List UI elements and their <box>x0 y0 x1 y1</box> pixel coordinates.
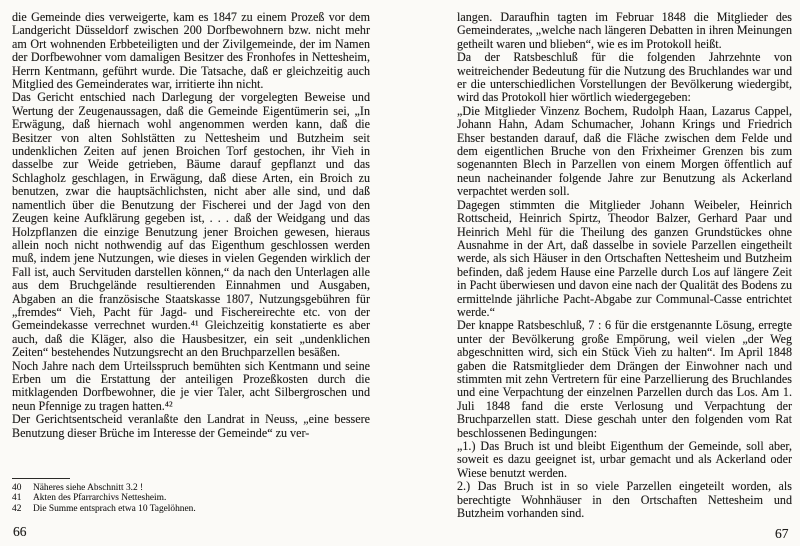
footnote <box>12 504 370 514</box>
paragraph: Das Gericht entschied nach Darlegung der vorgelegten Beweise und Wertung der Zeugenaussagen, daß die Gemeinde Eigentümerin sei, „In Erwägung, daß hiernach wohl angenommen werden kann, daß die Besitzer von alten Sohlstätten zu Nettesheim und Butzheim seit undenklichen Zeiten auf jenen Broichen Torf gestochen, ihr Vieh in dasselbe zur Weide getrieben, Bäume darauf gepflanzt und das Schlagholz geschlagen, in Erwägung, daß diese Arten, ein Broich zu benutzen, zwar die hauptsächlichsten, nicht aber alle sind, und daß namentlich über die Benutzung der Fischerei und der Jagd von den Zeugen keine Aufklärung gegeben ist, . . . daß der Weidgang und das Holzpflanzen die einzige Benutzung jener Broichen gewesen, hieraus allein noch nicht nothwendig auf das Eigenthum geschlossen werden muß, indem jene Nutzungen, wie dieses in vielen Gegenden wirklich der Fall ist, auch Servituden darstellen können,“ da nach den Unterlagen alle aus dem Bruchgelände resultierenden Einnahmen und Ausgaben, Abgaben an die französische Staatskasse 1807, Nutzungsgebühren für „fremdes“ Vieh, Pacht für Jagd- und Fischereirechte etc. von der Gemeindekasse verrechnet wurden.⁴¹ Gleichzeitig konstatierte es aber auch, daß die Kläger, also die Hausbesitzer, ein seit „undenklichen Zeiten“ bestehendes Nutzungsrecht an den Bruchparzellen besäßen. <box>12 90 370 360</box>
paragraph: Da der Ratsbeschluß für die folgenden Jahrzehnte von weitreichender Bedeutung für die Nutzung des Bruchlandes war und er die unterschiedlichen Vorstellungen der Bevölkerung wiedergibt, wird das Protokoll hier wörtlich wiedergegeben: <box>457 50 792 105</box>
paragraph: Noch Jahre nach dem Urteilsspruch bemühten sich Kentmann und seine Erben um die Erstattung der anteiligen Prozeßkosten durch die mitklagenden Dorfbewohner, die je vier Taler, acht Silbergroschen und neun Pfennige zu tragen hatten.⁴² <box>12 358 370 413</box>
page-number-left: 66 <box>13 524 27 539</box>
footnotes-block <box>12 483 370 514</box>
paragraph: „Die Mitglieder Vinzenz Bochem, Rudolph Haan, Lazarus Cappel, Johann Hahn, Adam Schumacher, Johann Krings und Friedrich Ehser bestanden darauf, daß die Fläche zwischen dem Felde und dem eigentlichen Bruche von den Frixheimer Grenzen bis zum sogenannten Blech in Parzellen von einem Morgen öffentlich auf neun nacheinander folgende Jahre zur Benutzung als Ackerland verpachtet werden soll. <box>457 103 792 199</box>
page-right-body <box>457 11 792 520</box>
footnote-number: 40 <box>12 483 22 493</box>
page-number-right: 67 <box>775 526 789 541</box>
paragraph: Der knappe Ratsbeschluß, 7 : 6 für die erstgenannte Lösung, erregte unter der Bevölkerung große Empörung, weil vielen „der Weg abgeschnitten wird, sich ein Stück Vieh zu halten“. Im April 1848 gaben die Ratsmitglieder dem Drängen der Einwohner nach und stimmten mit zehn Vertretern für eine Parzellierung des Bruchlandes und eine Verpachtung der einzelnen Parzellen durch das Los. Am 1. Juli 1848 fand die erste Verlosung und Verpachtung der Bruchparzellen statt. Diese geschah unter den folgenden vom Rat beschlossenen Bedingungen: <box>457 318 792 440</box>
paragraph: langen. Daraufhin tagten im Februar 1848 die Mitglieder des Gemeinderates, „welche nach längeren Debatten in ihren Meinungen getheilt waren und blieben“, wie es im Protokoll heißt. <box>457 10 792 51</box>
paragraph: die Gemeinde dies verweigerte, kam es 1847 zu einem Prozeß vor dem Landgericht Düsseldorf zwischen 200 Dorfbewohnern bzw. nicht mehr am Ort wohnenden Erbbeteiligten und der Zivilgemeinde, der im Namen der Dorfbewohner vom damaligen Besitzer des Fronhofes in Nettesheim, Herrn Kentmann, geführt wurde. Die Tatsache, daß er gleichzeitig auch Mitglied des Gemeinderates war, irritierte ihn nicht. <box>12 10 370 92</box>
footnote-text: Die Summe entsprach etwa 10 Tagelöhnen. <box>33 503 196 514</box>
footnote-text: Näheres siehe Abschnitt 3.2 ! <box>33 483 144 493</box>
paragraph: 2.) Das Bruch ist in so viele Parzellen eingeteilt worden, als berechtigte Wohnhäuser in den Ortschaften Nettesheim und Butzheim vorhanden sind. <box>457 479 792 521</box>
page-left-body <box>12 11 370 440</box>
footnote <box>12 493 370 503</box>
footnote-text: Akten des Pfarrarchivs Nettesheim. <box>33 493 167 504</box>
paragraph: Dagegen stimmten die Mitglieder Johann Weibeler, Heinrich Rottscheid, Heinrich Spirtz, Theodor Balzer, Gerhard Paar und Heinrich Mehl für die Theilung des ganzen Grundstückes ohne Ausnahme in der Art, daß dasselbe in soviele Parzellen eingetheilt werde, als sich Häuser in den Ortschaften Nettesheim und Butzheim befinden, daß jedem Hause eine Parzelle durch Los auf längere Zeit in Pacht überwiesen und davon eine nach der Qualität des Bodens zu ermittelnde jährliche Pacht-Abgabe zur Communal-Casse entrichtet werde.“ <box>457 197 792 319</box>
footnote-number: 42 <box>12 503 22 514</box>
paragraph: Der Gerichtsentscheid veranlaßte den Landrat in Neuss, „eine bessere Benutzung dieser Brüche im Interesse der Gemeinde“ zu ver- <box>12 412 370 440</box>
footnote <box>12 483 370 493</box>
paragraph: „1.) Das Bruch ist und bleibt Eigenthum der Gemeinde, soll aber, soweit es dazu geeignet ist, urbar gemacht und als Ackerland oder Wiese benutzt werden. <box>457 439 792 480</box>
footnote-number: 41 <box>12 493 22 504</box>
footnote-separator-rule <box>12 478 70 479</box>
